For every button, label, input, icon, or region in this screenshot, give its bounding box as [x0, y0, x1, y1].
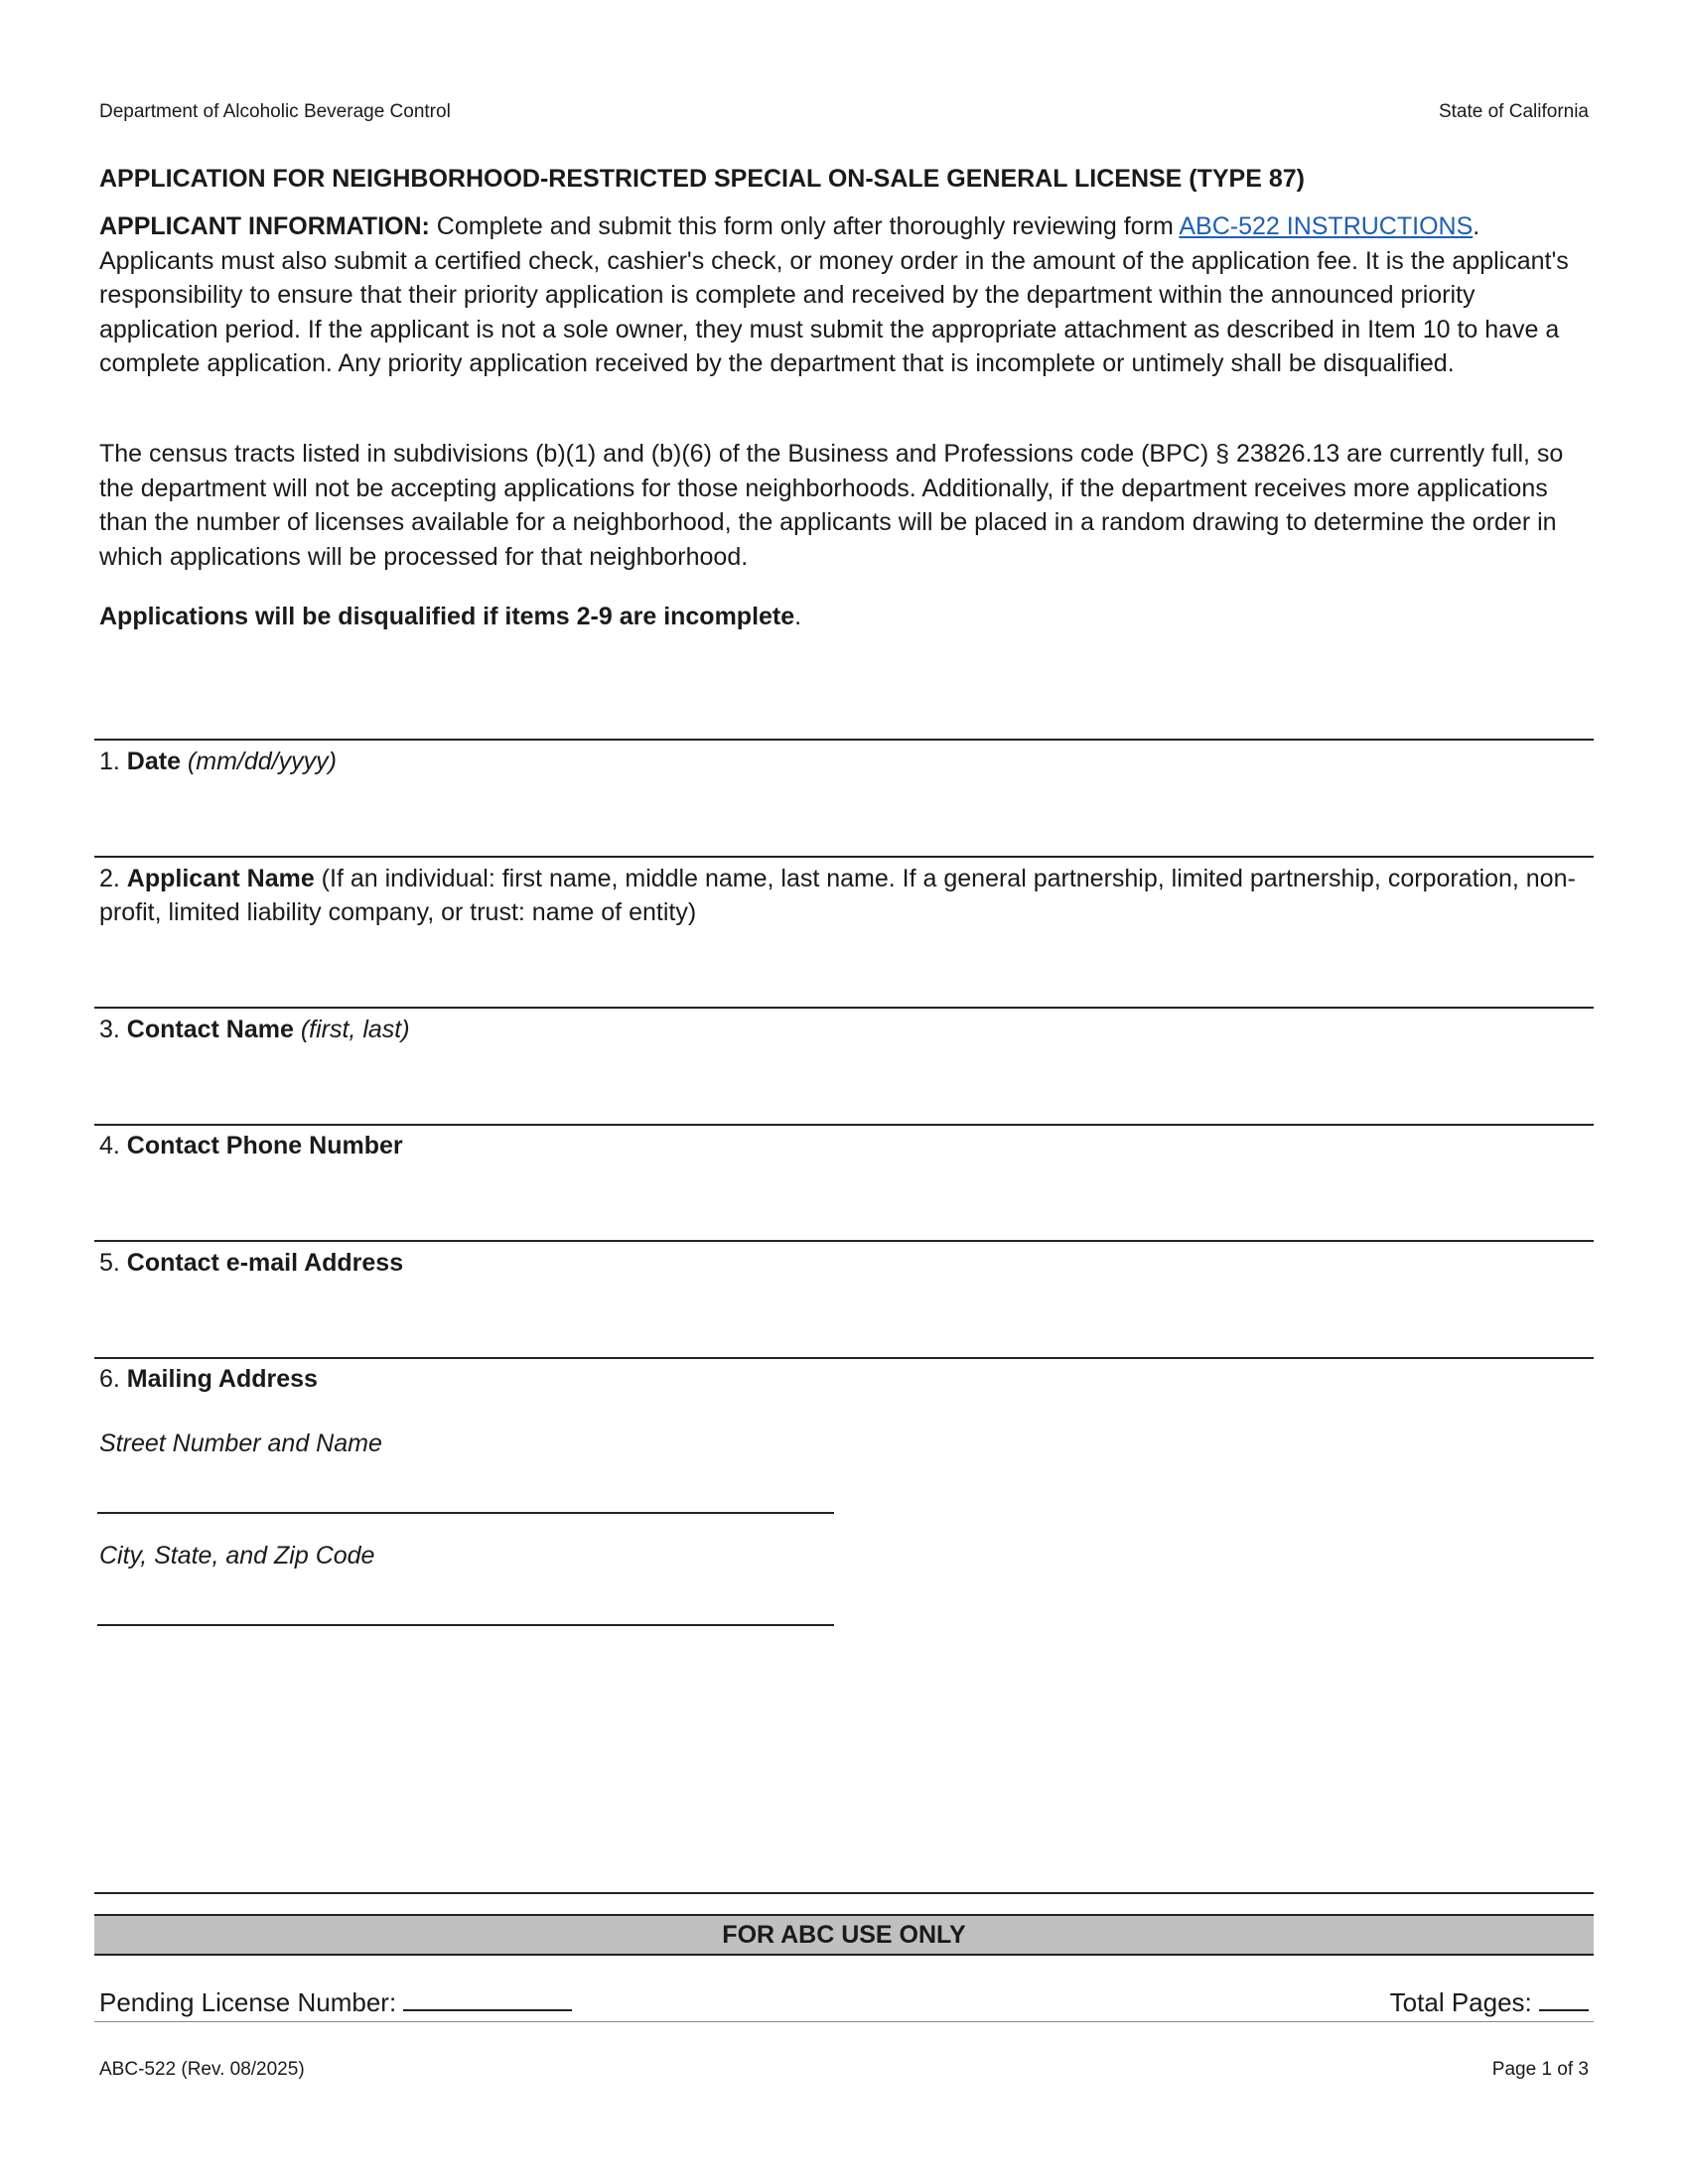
disqualify-notice [99, 600, 1589, 634]
applicant-name-number: 2. [99, 865, 127, 892]
section-divider [94, 1892, 1594, 1894]
contact-phone-label-text: Contact Phone Number [126, 1132, 403, 1160]
pending-license-number [99, 1987, 572, 2018]
disqualify-notice-bold: Applications will be disqualified if items 2-9 are incomplete [99, 603, 795, 630]
section-divider [94, 856, 1594, 858]
census-tracts-paragraph: The census tracts listed in subdivisions (b)(1) and (b)(6) of the Business and Professions code (BPC) § 23826.13 are currently full, so the department will not be accepting applications for those neighborhoods. Additionally, if the department receives more applications than the number of licenses available for a neighborhood, the applicants will be placed in a random drawing to determine the order in which applications will be processed for that neighborhood. [99, 440, 1564, 571]
total-pages [1390, 1987, 1589, 2018]
contact-name-label-text: Contact Name [126, 1016, 294, 1043]
contact-email-field[interactable] [99, 1286, 1589, 1345]
applicant-name-label [99, 862, 1589, 929]
applicant-information-paragraph [99, 209, 1589, 381]
contact-name-hint: (first, last) [293, 1016, 410, 1043]
date-field[interactable] [99, 784, 1589, 844]
date-label [99, 745, 1589, 778]
applicant-name-hint: (If an individual: first name, middle name, last name. If a general partnership, limited partnership, corporation, non-profit, limited liability company, or trust: name of entity) [99, 865, 1576, 926]
street-input[interactable] [97, 1474, 834, 1514]
section-divider [94, 1124, 1594, 1126]
mailing-address-label [99, 1362, 1589, 1396]
applicant-information-lead: APPLICANT INFORMATION: [99, 212, 430, 240]
section-divider [94, 1007, 1594, 1009]
contact-name-field[interactable] [99, 1052, 1589, 1112]
section-divider [94, 1357, 1594, 1359]
disqualify-notice-tail: . [794, 603, 802, 630]
applicant-name-label-text: Applicant Name [126, 865, 315, 892]
contact-email-label [99, 1246, 1589, 1280]
pending-license-label: Pending License Number: [99, 1987, 397, 2017]
date-hint: (mm/dd/yyyy) [180, 748, 337, 775]
mailing-address-label-text: Mailing Address [126, 1365, 318, 1393]
street-label: Street Number and Name [99, 1430, 382, 1457]
abc-use-bottom-rule [94, 2021, 1594, 2022]
contact-phone-field[interactable] [99, 1168, 1589, 1228]
abc-use-only-heading: FOR ABC USE ONLY [94, 1914, 1594, 1956]
city-state-zip-label: City, State, and Zip Code [99, 1542, 375, 1570]
date-number: 1. [99, 748, 127, 775]
abc-522-instructions-link[interactable]: ABC-522 INSTRUCTIONS [1179, 212, 1474, 240]
contact-email-number: 5. [99, 1249, 127, 1277]
intro-text-after-link: . Applicants must also submit a certified check, cashier's check, or money order in the amount of the application fee. It is the applicant's responsibility to ensure that their priority application is complete and received by the department within the announced priority application period. If the applicant is not a sole owner, they must submit the appropriate attachment as described in Item 10 to have a complete application. Any priority application received by the department that is incomplete or untimely shall be disqualified. [99, 212, 1569, 377]
form-revision-id: ABC-522 (Rev. 08/2025) [99, 2059, 305, 2080]
mailing-address-number: 6. [99, 1365, 127, 1393]
contact-email-label-text: Contact e-mail Address [126, 1249, 404, 1277]
section-divider [94, 1240, 1594, 1242]
pending-license-blank [403, 1987, 572, 2011]
contact-name-label [99, 1013, 1589, 1046]
date-label-text: Date [126, 748, 181, 775]
total-pages-blank [1539, 1987, 1589, 2011]
city-state-zip-input[interactable] [97, 1586, 834, 1626]
intro-text-before-link: Complete and submit this form only after thoroughly reviewing form [429, 212, 1180, 240]
contact-phone-label [99, 1129, 1589, 1162]
section-divider [94, 739, 1594, 741]
state-name: State of California [1438, 101, 1589, 122]
department-name: Department of Alcoholic Beverage Control [99, 101, 451, 122]
contact-name-number: 3. [99, 1016, 127, 1043]
applicant-name-field[interactable] [99, 935, 1589, 995]
page-number: Page 1 of 3 [1491, 2059, 1589, 2080]
contact-phone-number: 4. [99, 1132, 127, 1160]
form-title: APPLICATION FOR NEIGHBORHOOD-RESTRICTED SPECIAL ON-SALE GENERAL LICENSE (TYPE 87) [99, 165, 1305, 193]
total-pages-label: Total Pages: [1389, 1987, 1532, 2017]
